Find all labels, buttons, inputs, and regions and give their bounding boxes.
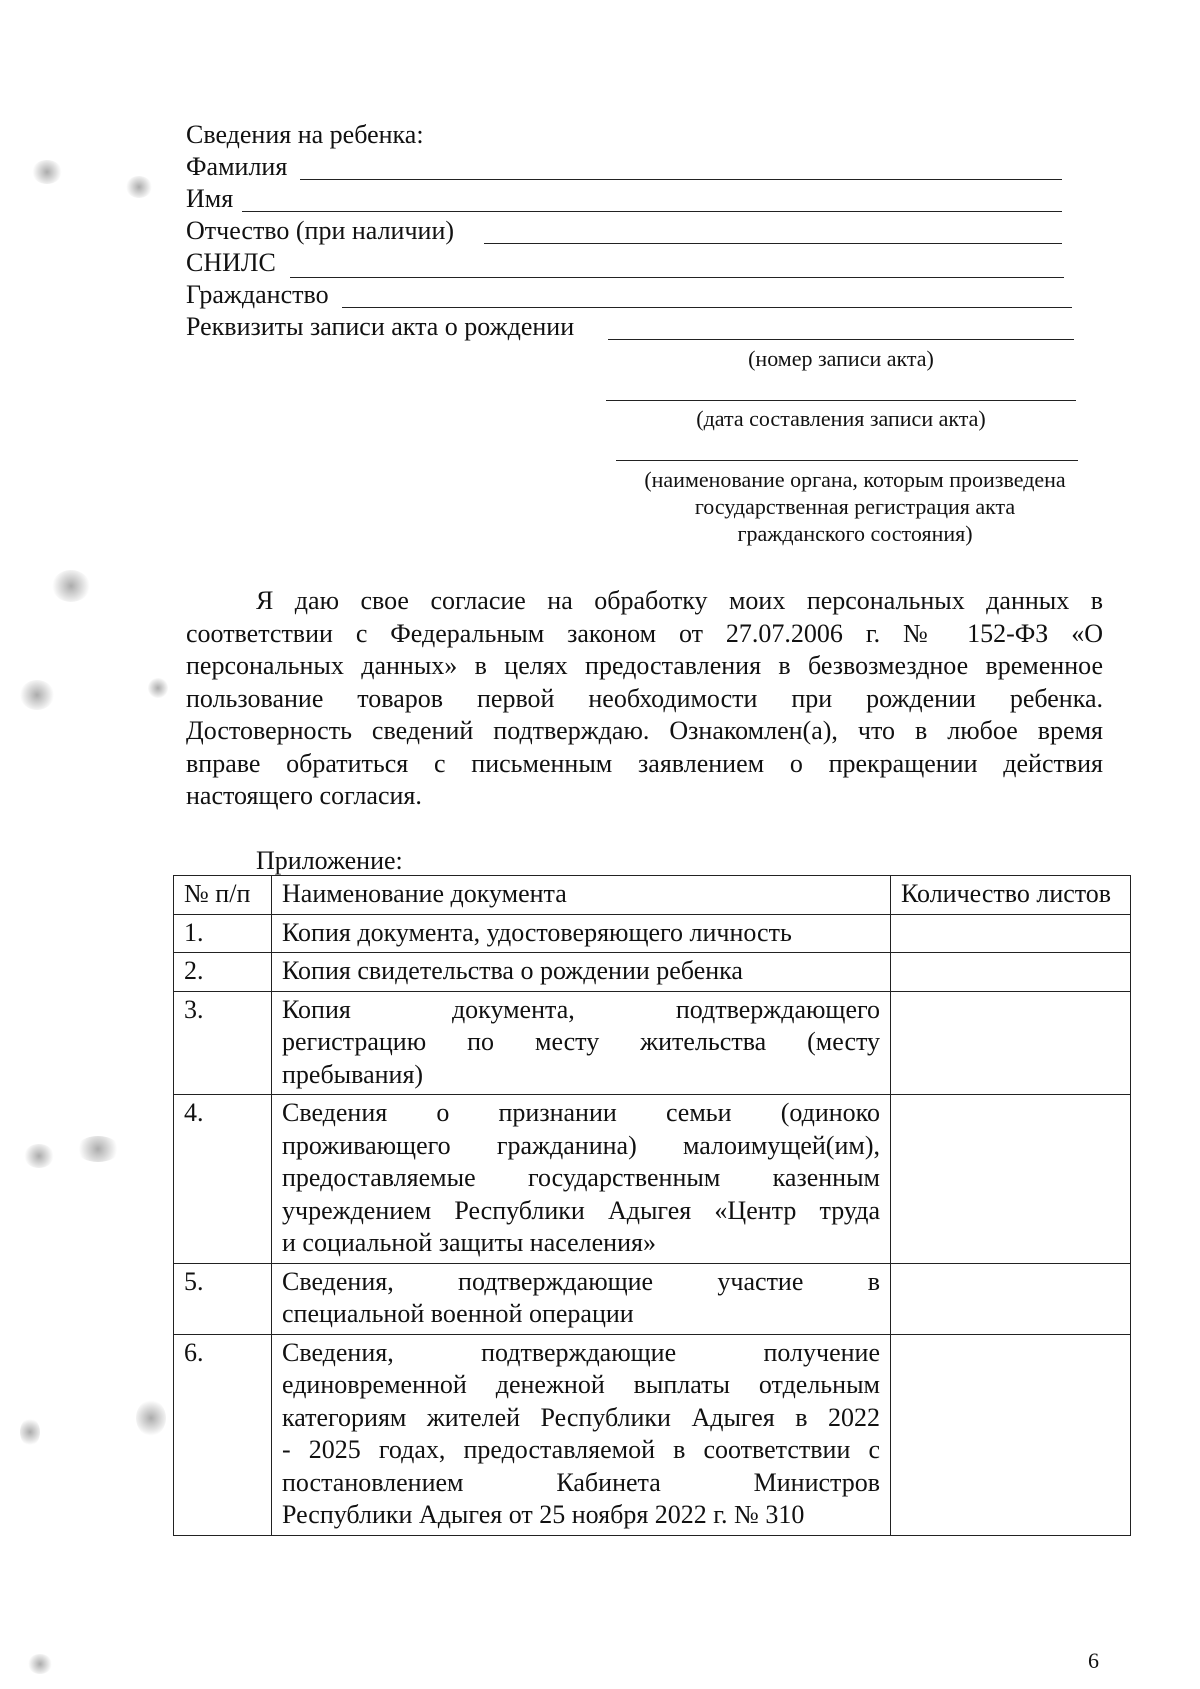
row-line: и социальной защиты населения»	[282, 1228, 656, 1257]
scan-speck	[24, 1144, 54, 1168]
consent-line: пользование товаров первой необходимости при рождении ребенка.	[186, 683, 1103, 713]
caption-record-number: (номер записи акта)	[748, 346, 934, 371]
row-line: пребывания)	[282, 1059, 424, 1089]
header-sheet-count: Количество листов	[891, 876, 1131, 915]
table-row	[174, 953, 1131, 992]
row-sheet-count[interactable]	[891, 1095, 1131, 1264]
field-name-line[interactable]	[242, 211, 1062, 212]
field-snils-label: СНИЛС	[186, 248, 276, 277]
row-line: постановлением Кабинета Министров	[282, 1467, 880, 1497]
row-sheet-count[interactable]	[891, 1263, 1131, 1334]
field-patronymic-label: Отчество (при наличии)	[186, 216, 455, 245]
row-document-name	[272, 1095, 891, 1264]
row-sheet-count[interactable]	[891, 914, 1131, 953]
consent-line: соответствии с Федеральным законом от 27.07.2006 г. № 152-ФЗ «О	[186, 618, 1103, 648]
field-patronymic-line[interactable]	[484, 243, 1062, 244]
field-snils-line[interactable]	[290, 277, 1064, 278]
row-number: 4.	[174, 1095, 272, 1264]
row-line: специальной военной операции	[282, 1299, 634, 1328]
scan-speck	[126, 176, 152, 198]
field-birth-record-label: Реквизиты записи акта о рождении	[186, 312, 575, 341]
field-authority-line[interactable]	[616, 460, 1078, 461]
header-number: № п/п	[174, 876, 272, 915]
row-sheet-count[interactable]	[891, 1334, 1131, 1535]
consent-line: вправе обратиться с письменным заявлением о прекращении действия	[186, 748, 1103, 778]
row-document-name	[272, 914, 891, 953]
appendix-table	[173, 875, 1131, 1536]
caption-authority-line1: (наименование органа, которым произведена	[644, 467, 1066, 492]
scan-speck	[20, 680, 54, 710]
row-line: Сведения, подтверждающие получение	[282, 1337, 880, 1367]
row-line: Сведения о признании семьи (одиноко	[282, 1098, 880, 1127]
consent-line: настоящего согласия.	[186, 781, 422, 810]
row-number: 2.	[174, 953, 272, 992]
field-name-label: Имя	[186, 184, 234, 213]
child-section-title: Сведения на ребенка:	[186, 120, 424, 149]
scan-speck	[20, 1418, 40, 1446]
row-document-name	[272, 991, 891, 1095]
row-line: Республики Адыгея от 25 ноября 2022 г. № 310	[282, 1500, 805, 1529]
row-line: Копия документа, подтверждающего	[282, 994, 880, 1024]
consent-paragraph	[186, 585, 1103, 813]
table-row	[174, 1263, 1131, 1334]
caption-authority-line3: гражданского состояния)	[737, 521, 973, 546]
consent-line: персональных данных» в целях предоставления в безвозмездное временное	[186, 651, 1103, 680]
row-number: 5.	[174, 1263, 272, 1334]
field-record-date-line[interactable]	[606, 400, 1076, 401]
field-birth-record-line[interactable]	[608, 339, 1074, 340]
scan-speck	[148, 678, 168, 698]
table-row	[174, 991, 1131, 1095]
consent-line: Достоверность сведений подтверждаю. Ознакомлен(а), что в любое время	[186, 716, 1103, 745]
row-line: - 2025 годах, предоставляемой в соответствии с	[282, 1435, 880, 1464]
table-row	[174, 1095, 1131, 1264]
field-surname-label: Фамилия	[186, 152, 288, 181]
appendix-label: Приложение:	[256, 846, 403, 875]
row-line: учреждением Республики Адыгея «Центр труда	[282, 1195, 880, 1225]
table-header-row	[174, 876, 1131, 915]
field-citizenship-label: Гражданство	[186, 280, 329, 309]
row-document-name	[272, 1263, 891, 1334]
consent-line: Я даю свое согласие на обработку моих персональных данных в	[256, 586, 1103, 615]
scan-speck	[76, 1136, 120, 1162]
page-number: 6	[1088, 1648, 1099, 1673]
caption-authority	[590, 466, 1120, 547]
scan-speck	[32, 160, 62, 184]
row-document-name	[272, 953, 891, 992]
table-row	[174, 914, 1131, 953]
row-document-name	[272, 1334, 891, 1535]
scan-speck	[28, 1654, 52, 1674]
caption-record-date: (дата составления записи акта)	[696, 406, 986, 431]
row-line: регистрацию по месту жительства (месту	[282, 1027, 880, 1056]
scan-speck	[52, 570, 90, 602]
table-row	[174, 1334, 1131, 1535]
field-surname-line[interactable]	[300, 179, 1062, 180]
row-sheet-count[interactable]	[891, 991, 1131, 1095]
row-line: проживающего гражданина) малоимущей(им),	[282, 1130, 880, 1160]
row-line: предоставляемые государственным казенным	[282, 1163, 880, 1192]
scan-speck	[136, 1400, 166, 1436]
row-number: 6.	[174, 1334, 272, 1535]
row-line: категориям жителей Республики Адыгея в 2022	[282, 1402, 880, 1432]
field-citizenship-line[interactable]	[342, 307, 1072, 308]
row-line: Копия документа, удостоверяющего личность	[282, 917, 792, 947]
row-number: 1.	[174, 914, 272, 953]
row-sheet-count[interactable]	[891, 953, 1131, 992]
row-line: единовременной денежной выплаты отдельным	[282, 1370, 880, 1399]
header-document-name: Наименование документа	[272, 876, 891, 915]
caption-authority-line2: государственная регистрация акта	[694, 494, 1016, 519]
row-line: Копия свидетельства о рождении ребенка	[282, 956, 743, 985]
row-line: Сведения, подтверждающие участие в	[282, 1266, 880, 1296]
row-number: 3.	[174, 991, 272, 1095]
